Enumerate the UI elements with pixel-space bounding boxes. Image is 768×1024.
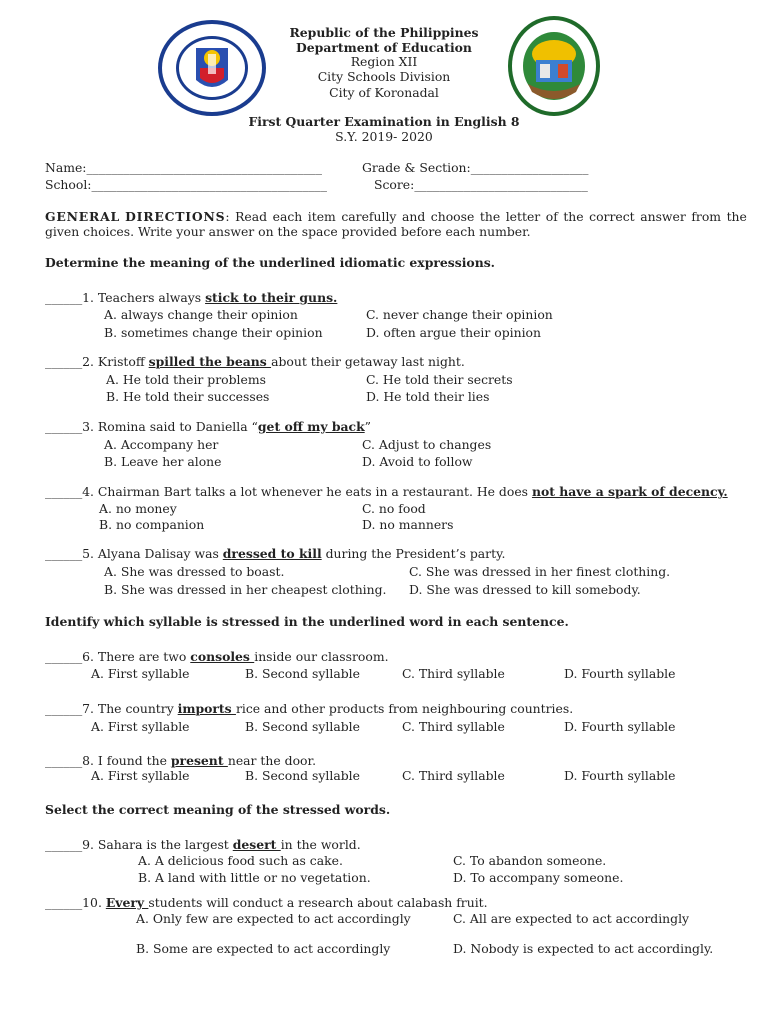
- q9-choice-a: A. A delicious food such as cake.: [138, 853, 343, 868]
- q1-underlined: stick to their guns.: [205, 290, 338, 305]
- q6-underlined: consoles: [190, 649, 255, 664]
- q8-tail: near the door.: [227, 753, 317, 768]
- q1-stem: ______1. Teachers always: [45, 290, 206, 305]
- q9-choice-d: D. To accompany someone.: [453, 870, 624, 885]
- q8-choice-c: C. Third syllable: [402, 768, 505, 783]
- q6-choice-c: C. Third syllable: [402, 666, 505, 681]
- q6-stem: ______6. There are two: [45, 649, 191, 664]
- q4-underlined: not have a spark of decency.: [531, 484, 728, 499]
- q4-choice-d: D. no manners: [362, 517, 454, 532]
- q8-choice-b: B. Second syllable: [245, 768, 360, 783]
- q3-tail: ”: [364, 419, 372, 434]
- q6-choice-a: A. First syllable: [91, 666, 190, 681]
- q9-choice-c: C. To abandon someone.: [453, 853, 607, 868]
- q5-choice-b: B. She was dressed in her cheapest clothing.: [104, 582, 387, 597]
- q6-tail: inside our classroom.: [254, 649, 389, 664]
- section-syllables: Identify which syllable is stressed in the underlined word in each sentence.: [45, 614, 569, 629]
- q9-choice-b: B. A land with little or no vegetation.: [138, 870, 371, 885]
- question-9: [45, 837, 361, 852]
- q2-choice-b: B. He told their successes: [106, 389, 270, 404]
- q4-choice-a: A. no money: [99, 501, 177, 516]
- q8-underlined: present: [170, 753, 228, 768]
- q2-choice-d: D. He told their lies: [366, 389, 490, 404]
- question-5: [45, 546, 505, 561]
- general-directions: [45, 209, 747, 224]
- school-year: S.Y. 2019- 2020: [335, 129, 433, 144]
- q8-choice-a: A. First syllable: [91, 768, 190, 783]
- q4-choice-c: C. no food: [362, 501, 426, 516]
- header-region: Region XII: [350, 54, 418, 69]
- q7-tail: rice and other products from neighbouring countries.: [235, 701, 574, 716]
- exam-title: First Quarter Examination in English 8: [248, 114, 520, 129]
- q10-choice-a: A. Only few are expected to act accordingly: [136, 911, 411, 926]
- q4-stem: ______4. Chairman Bart talks a lot whenever he eats in a restaurant. He does: [45, 484, 532, 499]
- q7-choice-c: C. Third syllable: [402, 719, 505, 734]
- section-stressed-meaning: Select the correct meaning of the stressed words.: [45, 802, 391, 817]
- q10-stem: ______10.: [45, 895, 106, 910]
- q3-choice-d: D. Avoid to follow: [362, 454, 473, 469]
- q7-choice-d: D. Fourth syllable: [564, 719, 676, 734]
- q10-underlined: Every: [105, 895, 149, 910]
- q7-choice-a: A. First syllable: [91, 719, 190, 734]
- question-2: [45, 354, 465, 369]
- header-department: Department of Education: [296, 40, 472, 55]
- q5-choice-a: A. She was dressed to boast.: [104, 564, 285, 579]
- q3-choice-b: B. Leave her alone: [104, 454, 222, 469]
- question-10: [45, 895, 488, 910]
- header-division: City Schools Division: [317, 69, 451, 84]
- header-republic: Republic of the Philippines: [289, 25, 479, 40]
- header-city: City of Koronadal: [329, 85, 439, 100]
- q5-underlined: dressed to kill: [222, 546, 322, 561]
- q8-choice-d: D. Fourth syllable: [564, 768, 676, 783]
- q3-choice-c: C. Adjust to changes: [362, 437, 492, 452]
- q2-tail: about their getaway last night.: [271, 354, 465, 369]
- name-field[interactable]: Name:______________________________________: [45, 160, 322, 175]
- q1-choice-a: A. always change their opinion: [104, 307, 298, 322]
- q10-choice-d: D. Nobody is expected to act accordingly.: [453, 941, 714, 956]
- q2-underlined: spilled the beans: [148, 354, 272, 369]
- q4-choice-b: B. no companion: [99, 517, 205, 532]
- school-field[interactable]: School:______________________________________: [45, 177, 327, 192]
- question-8: [45, 753, 316, 768]
- q2-choice-c: C. He told their secrets: [366, 372, 513, 387]
- directions-line1: : Read each item carefully and choose the letter of the correct answer from the: [225, 209, 747, 224]
- q5-tail: during the President’s party.: [321, 546, 506, 561]
- q6-choice-d: D. Fourth syllable: [564, 666, 676, 681]
- directions-label: GENERAL DIRECTIONS: [45, 209, 226, 224]
- q5-stem: ______5. Alyana Dalisay was: [45, 546, 223, 561]
- question-6: [45, 649, 389, 664]
- q6-choice-b: B. Second syllable: [245, 666, 360, 681]
- section-idioms: Determine the meaning of the underlined idiomatic expressions.: [45, 255, 495, 270]
- question-3: [45, 419, 371, 434]
- q7-underlined: imports: [177, 701, 236, 716]
- grade-section-field[interactable]: Grade & Section:___________________: [362, 160, 589, 175]
- q3-underlined: get off my back: [257, 419, 365, 434]
- question-1: [45, 290, 337, 305]
- q9-tail: in the world.: [280, 837, 361, 852]
- q10-tail: students will conduct a research about calabash fruit.: [148, 895, 488, 910]
- q2-stem: ______2. Kristoff: [45, 354, 149, 369]
- q1-choice-d: D. often argue their opinion: [366, 325, 541, 340]
- q1-choice-c: C. never change their opinion: [366, 307, 553, 322]
- q10-choice-b: B. Some are expected to act accordingly: [136, 941, 391, 956]
- question-7: [45, 701, 573, 716]
- q2-choice-a: A. He told their problems: [106, 372, 266, 387]
- q10-choice-c: C. All are expected to act accordingly: [453, 911, 690, 926]
- q3-stem: ______3. Romina said to Daniella “: [45, 419, 258, 434]
- q7-stem: ______7. The country: [45, 701, 178, 716]
- directions-line2: given choices. Write your answer on the space provided before each number.: [45, 224, 531, 239]
- q5-choice-d: D. She was dressed to kill somebody.: [409, 582, 641, 597]
- q9-underlined: desert: [232, 837, 281, 852]
- q1-choice-b: B. sometimes change their opinion: [104, 325, 323, 340]
- score-field[interactable]: Score:____________________________: [374, 177, 588, 192]
- question-4: [45, 484, 728, 499]
- q8-stem: ______8. I found the: [45, 753, 171, 768]
- q7-choice-b: B. Second syllable: [245, 719, 360, 734]
- q3-choice-a: A. Accompany her: [104, 437, 219, 452]
- q9-stem: ______9. Sahara is the largest: [45, 837, 233, 852]
- q5-choice-c: C. She was dressed in her finest clothing.: [409, 564, 671, 579]
